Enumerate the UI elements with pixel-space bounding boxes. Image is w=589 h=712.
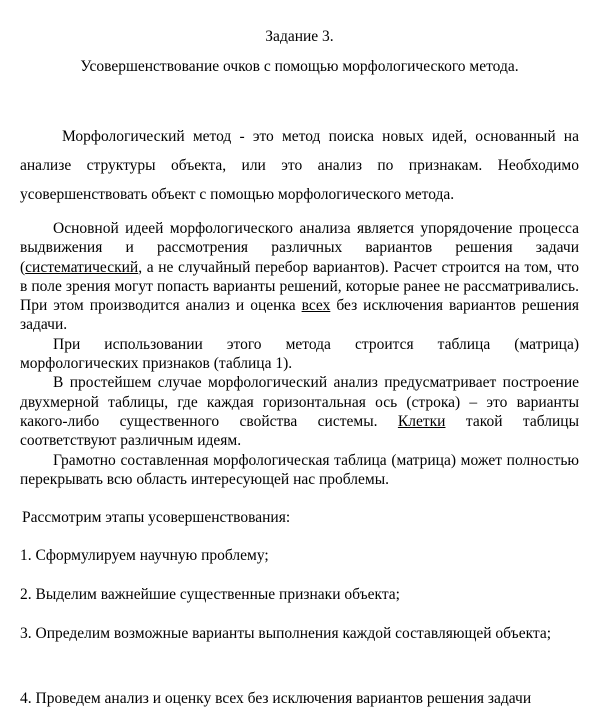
p3-part-a: В простейшем случае морфологический анализ предусматривает построение двухмерной таблицы, где каждая горизонтальная ось (строка) – это варианты какого-либо существенного свойства системы.: [20, 374, 579, 430]
p1-underlined-systematic: систематический: [25, 258, 139, 276]
step-item-2: 2. Выделим важнейшие существенные признаки объекта;: [20, 586, 400, 603]
p1-part-a: Основной идеей морфологического анализа является упорядочение процесса выдвижения и рассмотрения различных вариантов решения задачи (: [20, 220, 579, 276]
paragraph-4: Грамотно составленная морфологическая таблица (матрица) может полностью перекрывать всю область интересующей нас проблемы.: [20, 451, 579, 488]
p3-part-b: такой таблицы соответствуют различным идеям.: [20, 412, 579, 450]
paragraph-1: [20, 219, 579, 335]
paragraph-2: При использовании этого метода строится таблица (матрица) морфологических признаков (таблица 1).: [20, 335, 579, 373]
steps-intro: Рассмотрим этапы усовершенствования:: [22, 509, 291, 526]
paragraph-3: [20, 373, 579, 450]
intro-paragraph: [20, 122, 579, 209]
step-item-1: 1. Сформулируем научную проблему;: [20, 547, 269, 564]
step-item-4: 4. Проведем анализ и оценку всех без исключения вариантов решения задачи: [20, 690, 532, 707]
main-text: [20, 219, 579, 489]
p3-underlined-cells: Клетки: [397, 412, 446, 430]
p1-underlined-all: всех: [301, 297, 331, 315]
assignment-subtitle: Усовершенствование очков с помощью морфологического метода.: [80, 58, 519, 75]
p1-part-c: без исключения вариантов решения задачи.: [20, 297, 580, 334]
step-item-3: 3. Определим возможные варианты выполнения каждой составляющей объекта;: [20, 625, 552, 642]
p1-part-b: , а не случайный перебор вариантов). Расчет строится на том, что в поле зрения могут попасть варианты решений, которые ранее не рассматривались. При этом производится анализ и оценка: [20, 258, 579, 315]
intro-text: Морфологический метод - это метод поиска новых идей, основанный на анализе структуры объекта, или это анализ по признакам. Необходимо усовершенствовать объект с помощью морфологического метода.: [20, 128, 579, 203]
assignment-title: Задание 3.: [265, 28, 334, 45]
